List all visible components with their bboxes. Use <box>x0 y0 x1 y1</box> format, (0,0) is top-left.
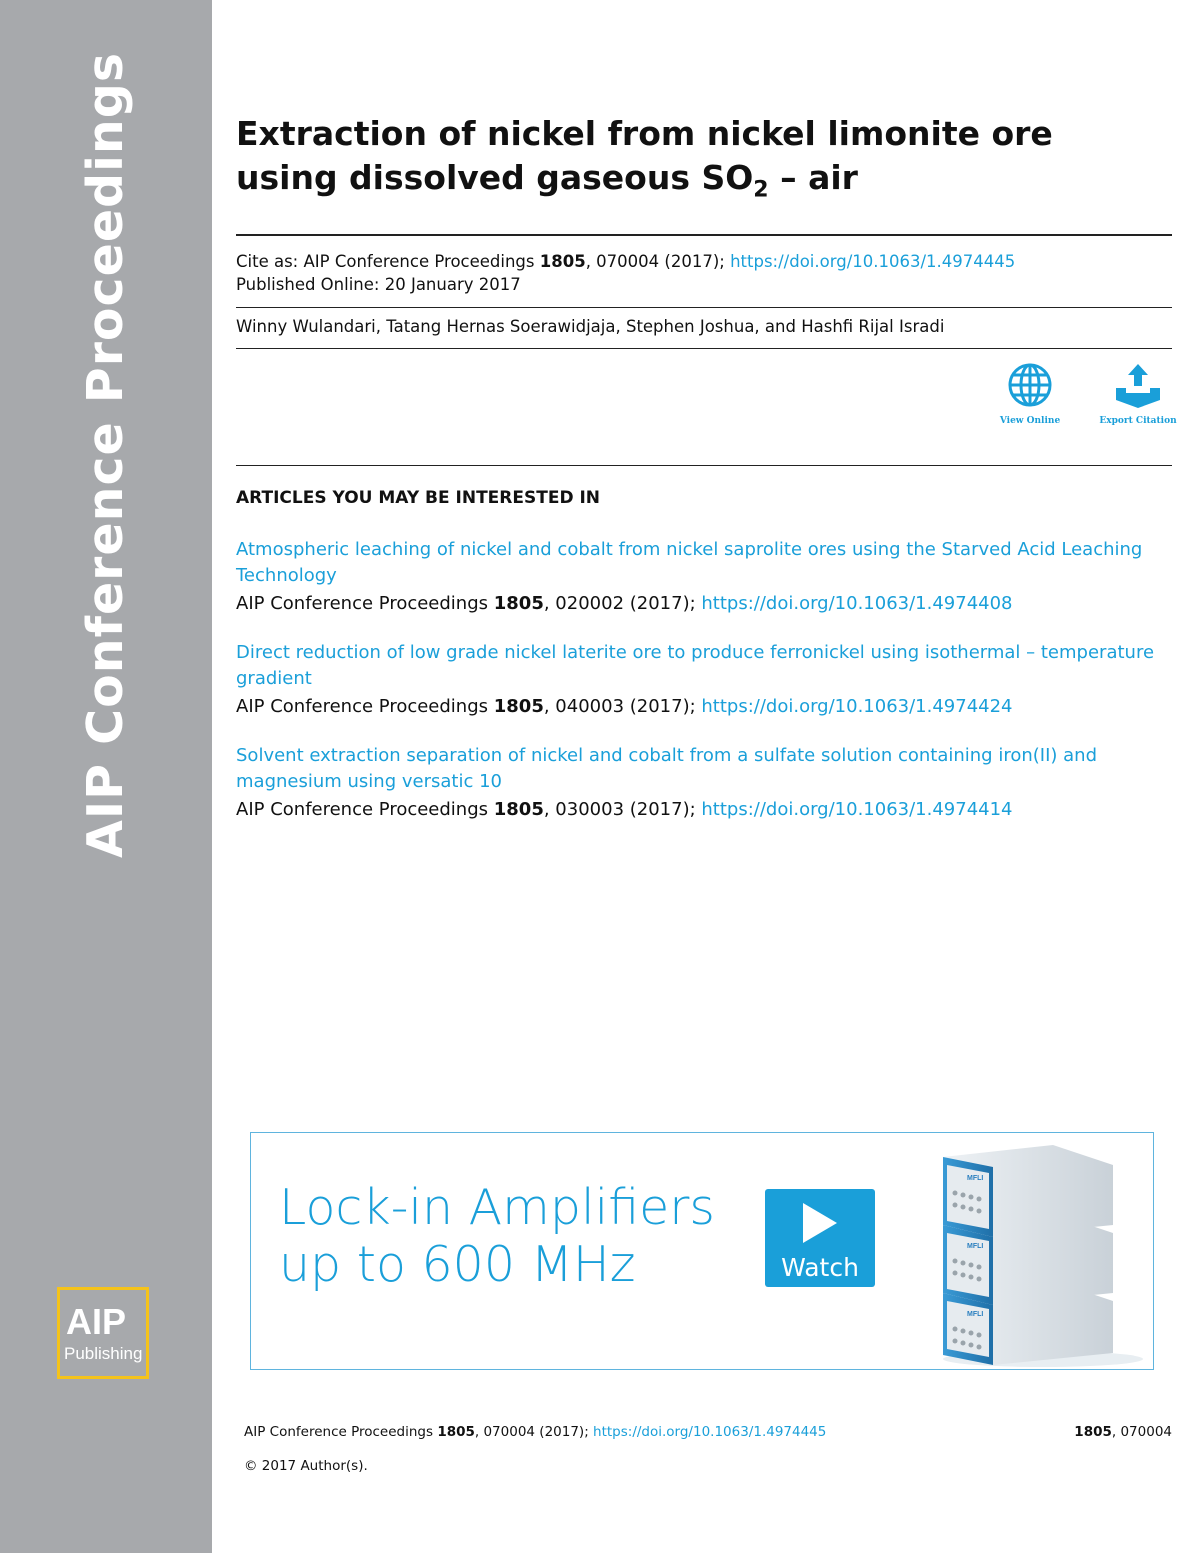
title-line-2-post: – air <box>768 158 858 197</box>
ad-headline-line-2: up to 600 MHz <box>279 1236 636 1293</box>
divider <box>236 234 1172 236</box>
article-rest: , 040003 (2017); <box>543 696 702 717</box>
article-rest: , 030003 (2017); <box>543 799 702 820</box>
lock-in-amplifier-devices-image <box>933 1133 1153 1369</box>
related-article-title[interactable]: Direct reduction of low grade nickel laterite ore to produce ferronickel using isothermal – temperature gradient <box>236 642 1155 689</box>
authors: Winny Wulandari, Tatang Hernas Soerawidjaja, Stephen Joshua, and Hashfi Rijal Isradi <box>236 317 945 336</box>
published-date: Published Online: 20 January 2017 <box>236 275 521 294</box>
article-journal: AIP Conference Proceedings <box>236 799 494 820</box>
export-citation-label: Export Citation <box>1099 416 1177 426</box>
related-article <box>236 640 1172 722</box>
footer-right-volume: 1805 <box>1074 1424 1112 1440</box>
related-article-title[interactable]: Solvent extraction separation of nickel and cobalt from a sulfate solution containing iron(II) and magnesium using versatic 10 <box>236 745 1097 792</box>
export-citation-button[interactable] <box>1098 362 1178 426</box>
export-upload-icon <box>1113 362 1163 408</box>
cite-doi-link[interactable]: https://doi.org/10.1063/1.4974445 <box>730 252 1016 271</box>
article-rest: , 020002 (2017); <box>543 593 702 614</box>
related-articles-heading: ARTICLES YOU MAY BE INTERESTED IN <box>236 488 601 508</box>
globe-icon <box>1007 362 1053 408</box>
article-doi-link[interactable]: https://doi.org/10.1063/1.4974424 <box>701 696 1013 717</box>
copyright: © 2017 Author(s). <box>244 1458 368 1474</box>
cite-line <box>236 251 1015 273</box>
title-subscript: 2 <box>753 177 769 203</box>
play-icon <box>765 1195 875 1255</box>
footer-citation <box>244 1424 826 1440</box>
ad-headline <box>279 1179 715 1293</box>
ad-banner[interactable] <box>250 1132 1154 1370</box>
sidebar <box>0 0 212 1553</box>
article-journal: AIP Conference Proceedings <box>236 696 494 717</box>
related-article <box>236 537 1172 619</box>
ad-headline-line-1: Lock-in Amplifiers <box>279 1179 715 1236</box>
footer-rest: , 070004 (2017); <box>474 1424 594 1440</box>
footer-volume: 1805 <box>437 1424 475 1440</box>
article-volume: 1805 <box>493 593 544 614</box>
footer-journal: AIP Conference Proceedings <box>244 1424 438 1440</box>
footer-right-rest: , 070004 <box>1111 1424 1172 1440</box>
title-line-1: Extraction of nickel from nickel limonite ore <box>236 114 1053 153</box>
divider <box>236 307 1172 308</box>
related-article-title[interactable]: Atmospheric leaching of nickel and cobalt from nickel saprolite ores using the Starved Acid Leaching Technology <box>236 539 1143 586</box>
article-journal: AIP Conference Proceedings <box>236 593 494 614</box>
aip-publishing-logo[interactable] <box>57 1287 149 1379</box>
related-article <box>236 743 1172 825</box>
article-doi-link[interactable]: https://doi.org/10.1063/1.4974414 <box>701 799 1013 820</box>
view-online-button[interactable] <box>992 362 1068 426</box>
watch-button[interactable] <box>765 1189 875 1287</box>
cite-rest: , 070004 (2017); <box>585 252 731 271</box>
logo-text-aip: AIP <box>66 1301 127 1342</box>
related-article-citation <box>236 589 1172 619</box>
title-line-2 <box>236 156 1172 213</box>
view-online-label: View Online <box>999 416 1061 426</box>
cite-prefix: Cite as: AIP Conference Proceedings <box>236 252 540 271</box>
article-doi-link[interactable]: https://doi.org/10.1063/1.4974408 <box>701 593 1013 614</box>
device-label-bottom: MFLI <box>967 1311 984 1318</box>
footer-page-id <box>1074 1424 1172 1440</box>
title-line-2-pre: using dissolved gaseous SO <box>236 158 754 197</box>
device-label-top: MFLI <box>967 1175 984 1182</box>
logo-text-publishing: Publishing <box>64 1344 143 1363</box>
footer-doi-link[interactable]: https://doi.org/10.1063/1.4974445 <box>593 1424 827 1440</box>
related-article-citation <box>236 795 1172 825</box>
page-title <box>236 112 1172 213</box>
related-article-citation <box>236 692 1172 722</box>
article-volume: 1805 <box>493 799 544 820</box>
divider <box>236 465 1172 466</box>
watch-label: Watch <box>781 1253 859 1282</box>
cite-volume: 1805 <box>539 252 586 271</box>
sidebar-vertical-title: AIP Conference Proceedings <box>77 51 134 858</box>
article-volume: 1805 <box>493 696 544 717</box>
divider <box>236 348 1172 349</box>
device-label-middle: MFLI <box>967 1243 984 1250</box>
